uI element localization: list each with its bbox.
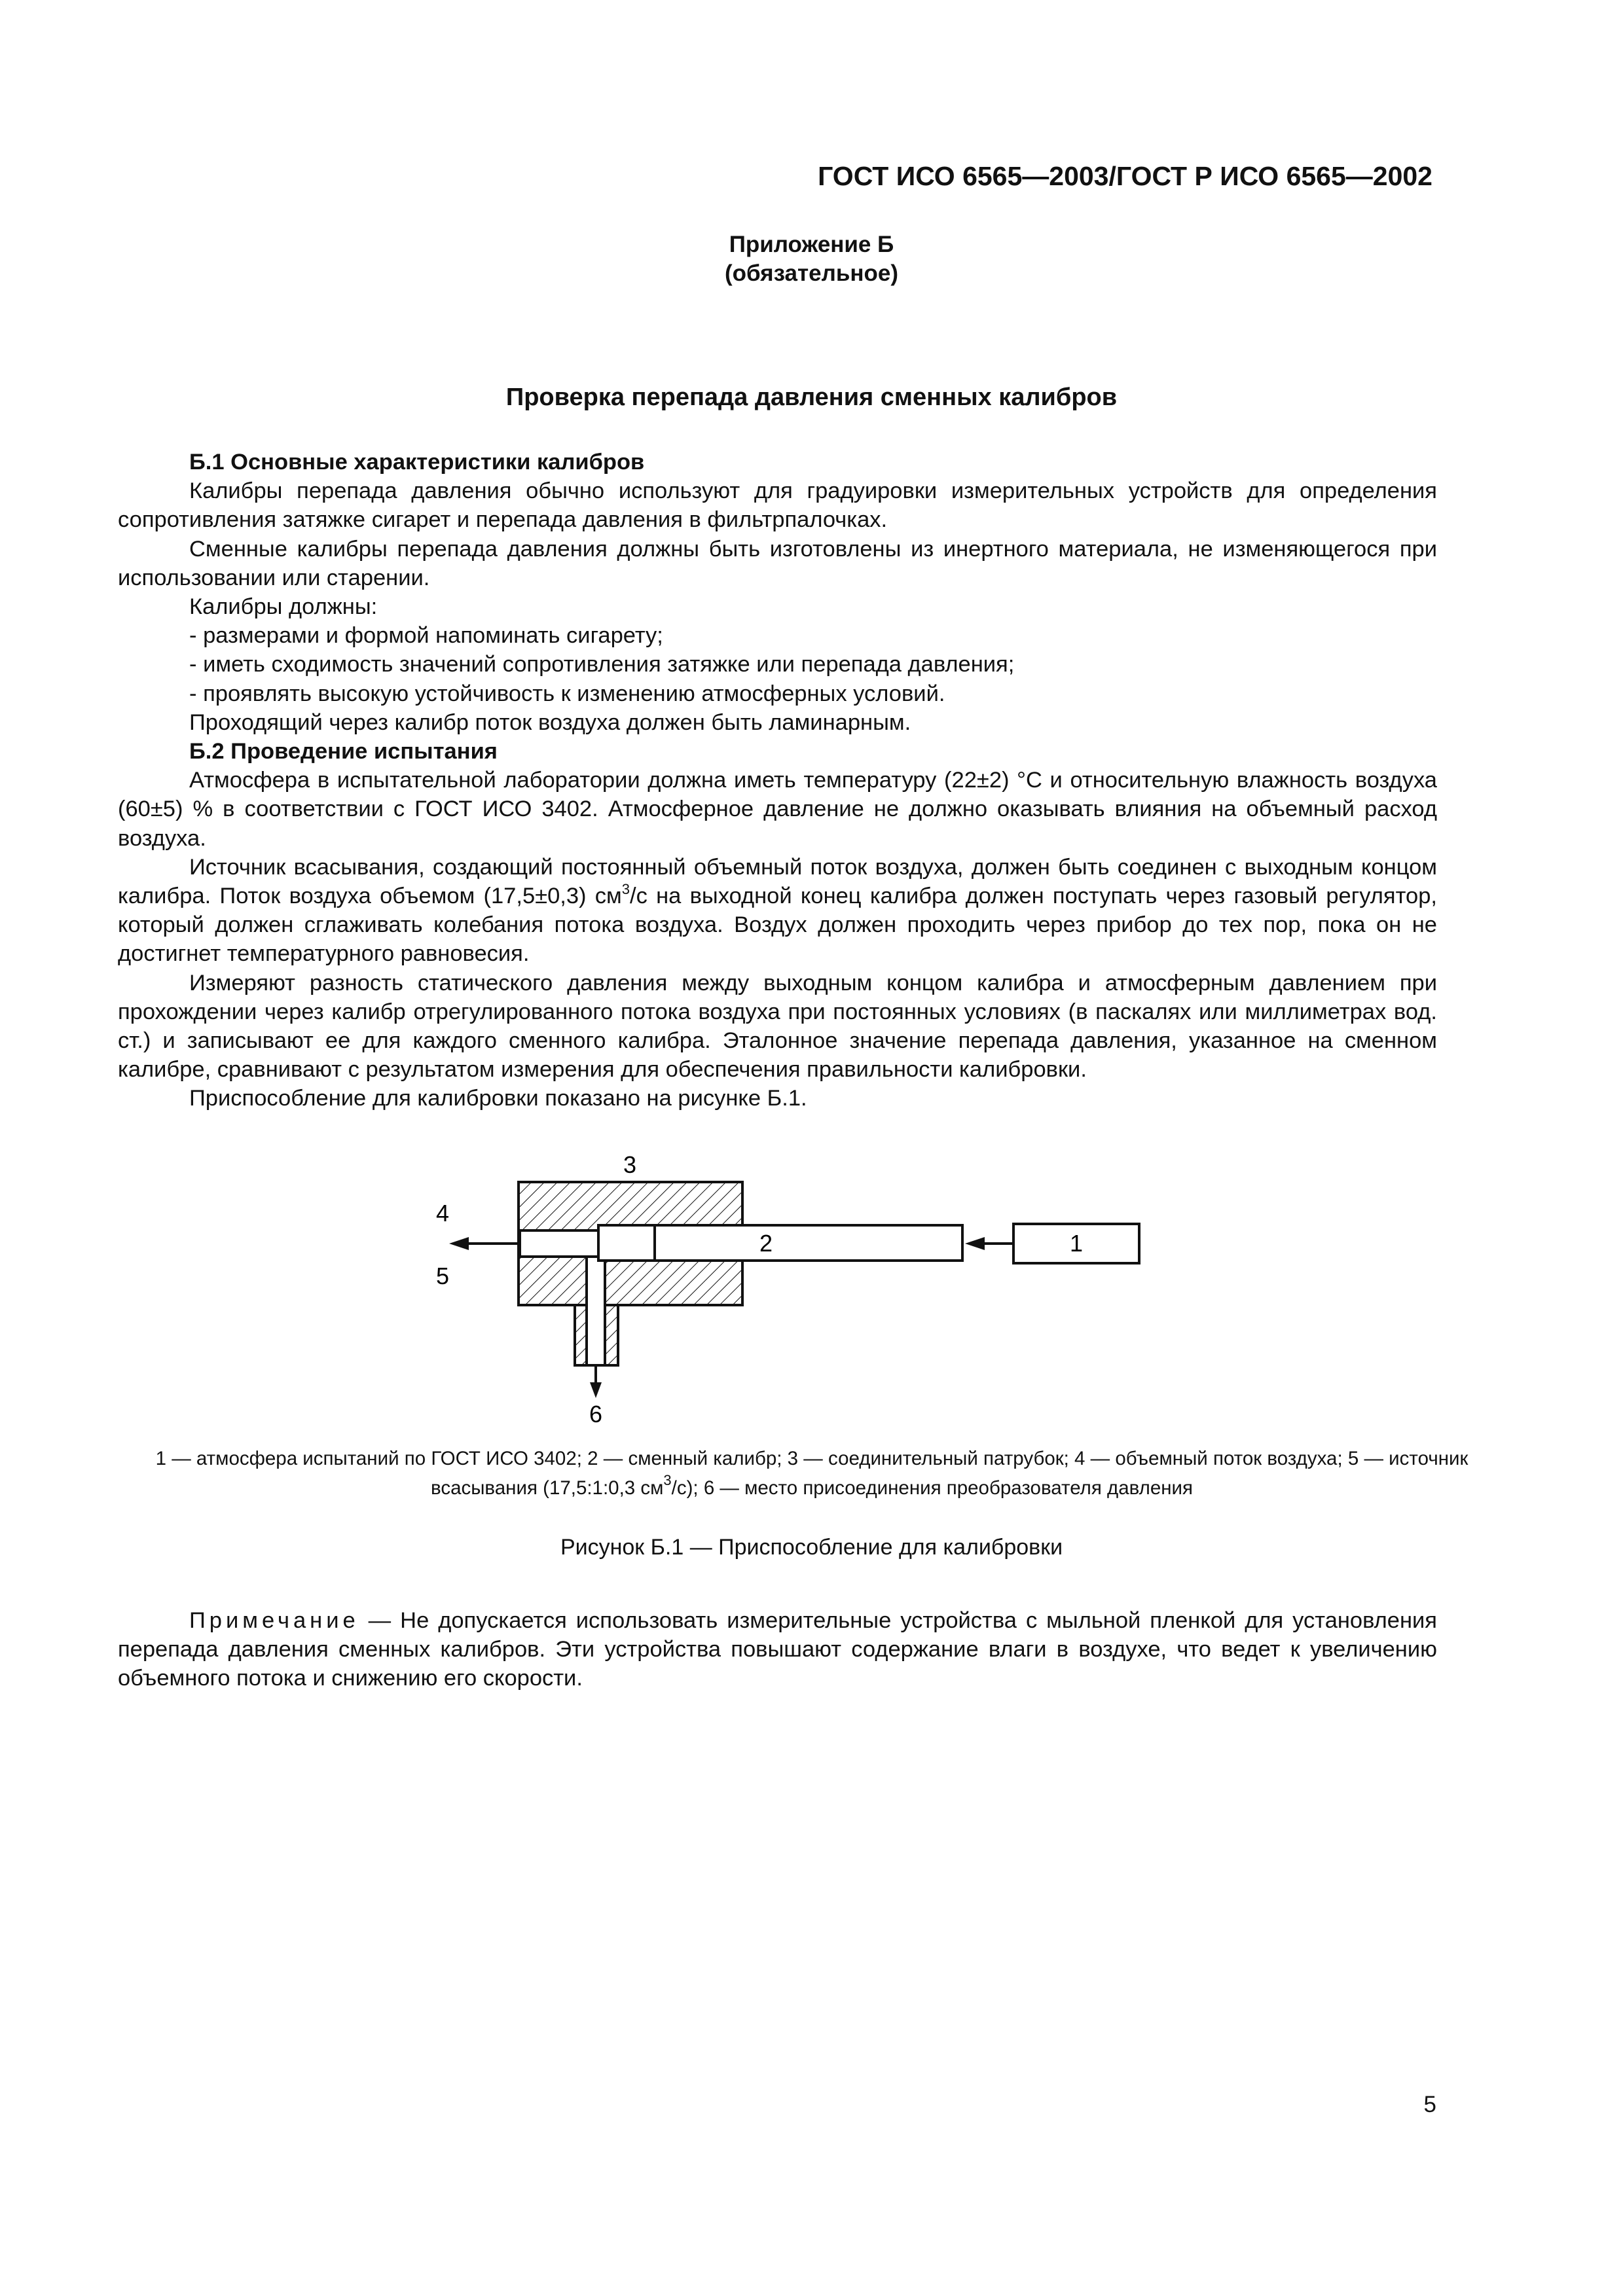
- note: [118, 1606, 1437, 1693]
- list-item: - иметь сходимость значений сопротивления затяжке или перепада давления;: [189, 652, 1015, 677]
- figure-title: Рисунок Б.1 — Приспособление для калибровки: [560, 1535, 1063, 1560]
- appendix-status: (обязательное): [724, 260, 898, 286]
- note-label: Примечание: [189, 1608, 359, 1633]
- document-header: ГОСТ ИСО 6565—2003/ГОСТ Р ИСО 6565—2002: [818, 161, 1432, 191]
- legend-text: /с); 6 — место присоединения преобразователя давления: [671, 1477, 1194, 1499]
- arrow-flow-out: [449, 1237, 520, 1250]
- page-number: 5: [1423, 2092, 1436, 2117]
- list-item: - размерами и формой напоминать сигарету;: [189, 623, 663, 649]
- list-item: - проявлять высокую устойчивость к изменению атмосферных условий.: [189, 681, 945, 706]
- appendix-label: Приложение Б: [729, 232, 894, 257]
- label-5: 5: [435, 1263, 450, 1289]
- section-2-paragraph-4: Приспособление для калибровки показано на рисунке Б.1.: [189, 1086, 807, 1111]
- arrow-to-calibrator: [965, 1237, 1012, 1250]
- label-4: 4: [435, 1200, 450, 1227]
- section-2-paragraph-2: [118, 853, 1437, 969]
- appendix-heading: [0, 230, 1623, 288]
- label-6: 6: [589, 1401, 603, 1427]
- section-1: [118, 448, 1437, 1113]
- section-1-paragraph-4: Проходящий через калибр поток воздуха должен быть ламинарным.: [189, 709, 911, 735]
- legend-text: 1 — атмосфера испытаний по ГОСТ ИСО 3402; 2 — сменный калибр; 3 — соединительный патрубок; 4 — объемный поток воздуха; 5 — источник всасывания (17,5:1:0,3 см: [155, 1448, 1468, 1499]
- connector-block: [519, 1182, 742, 1365]
- section-1-paragraph-3: Калибры должны:: [189, 594, 378, 620]
- figure-legend: [151, 1444, 1473, 1503]
- section-1-paragraph-1: Калибры перепада давления обычно используют для градуировки измерительных устройств для определения сопротивления затяжке сигарет и перепада давления в фильтрпалочках.: [118, 478, 1437, 533]
- label-1: 1: [1069, 1230, 1084, 1257]
- label-2: 2: [759, 1230, 773, 1257]
- label-3: 3: [623, 1151, 637, 1178]
- section-2-paragraph-3: Измеряют разность статического давления между выходным концом калибра и атмосферным давлением при прохождении через калибр отрегулированного потока воздуха при постоянных условиях (в паскалях или миллиметрах вод. ст.) и записывают ее для каждого сменного калибра. Эталонное значение перепада давления, указанное на сменном калибре, сравнивают с результатом измерения для обеспечения правильности калибровки.: [118, 970, 1437, 1083]
- section-1-paragraph-2: Сменные калибры перепада давления должны быть изготовлены из инертного материала, не изменяющегося при использовании или старении.: [118, 536, 1437, 590]
- arrow-down-pressure: [590, 1365, 602, 1398]
- page-title: Проверка перепада давления сменных калибров: [505, 384, 1118, 411]
- section-2-heading: Б.2 Проведение испытания: [189, 739, 498, 764]
- text-span: /с на выходной конец калибра должен поступать через газовый регулятор, который должен сглаживать колебания потока воздуха. Воздух должен проходить через прибор до тех пор, пока он не достигнет температурного равновесия.: [118, 884, 1437, 967]
- note-text: — Не допускается использовать измерительные устройства с мыльной пленкой для установления перепада давления сменных калибров. Эти устройства повышают содержание влаги в воздухе, что ведет к увеличению объемного потока и снижению его скорости.: [118, 1608, 1437, 1691]
- calibration-fixture-diagram: [393, 1139, 1178, 1427]
- superscript: 3: [621, 881, 630, 898]
- replaceable-calibrator: [655, 1225, 962, 1261]
- superscript: 3: [663, 1472, 672, 1488]
- text-span: Источник всасывания, создающий постоянный объемный поток воздуха, должен быть соединен с выходным концом калибра. Поток воздуха объемом (17,5±0,3) см: [118, 854, 1437, 909]
- section-2-paragraph-1: Атмосфера в испытательной лаборатории должна иметь температуру (22±2) °С и относительную влажность воздуха (60±5) % в соответствии с ГОСТ ИСО 3402. Атмосферное давление не должно оказывать влияния на объемный расход воздуха.: [118, 768, 1437, 851]
- section-1-heading: Б.1 Основные характеристики калибров: [189, 450, 645, 475]
